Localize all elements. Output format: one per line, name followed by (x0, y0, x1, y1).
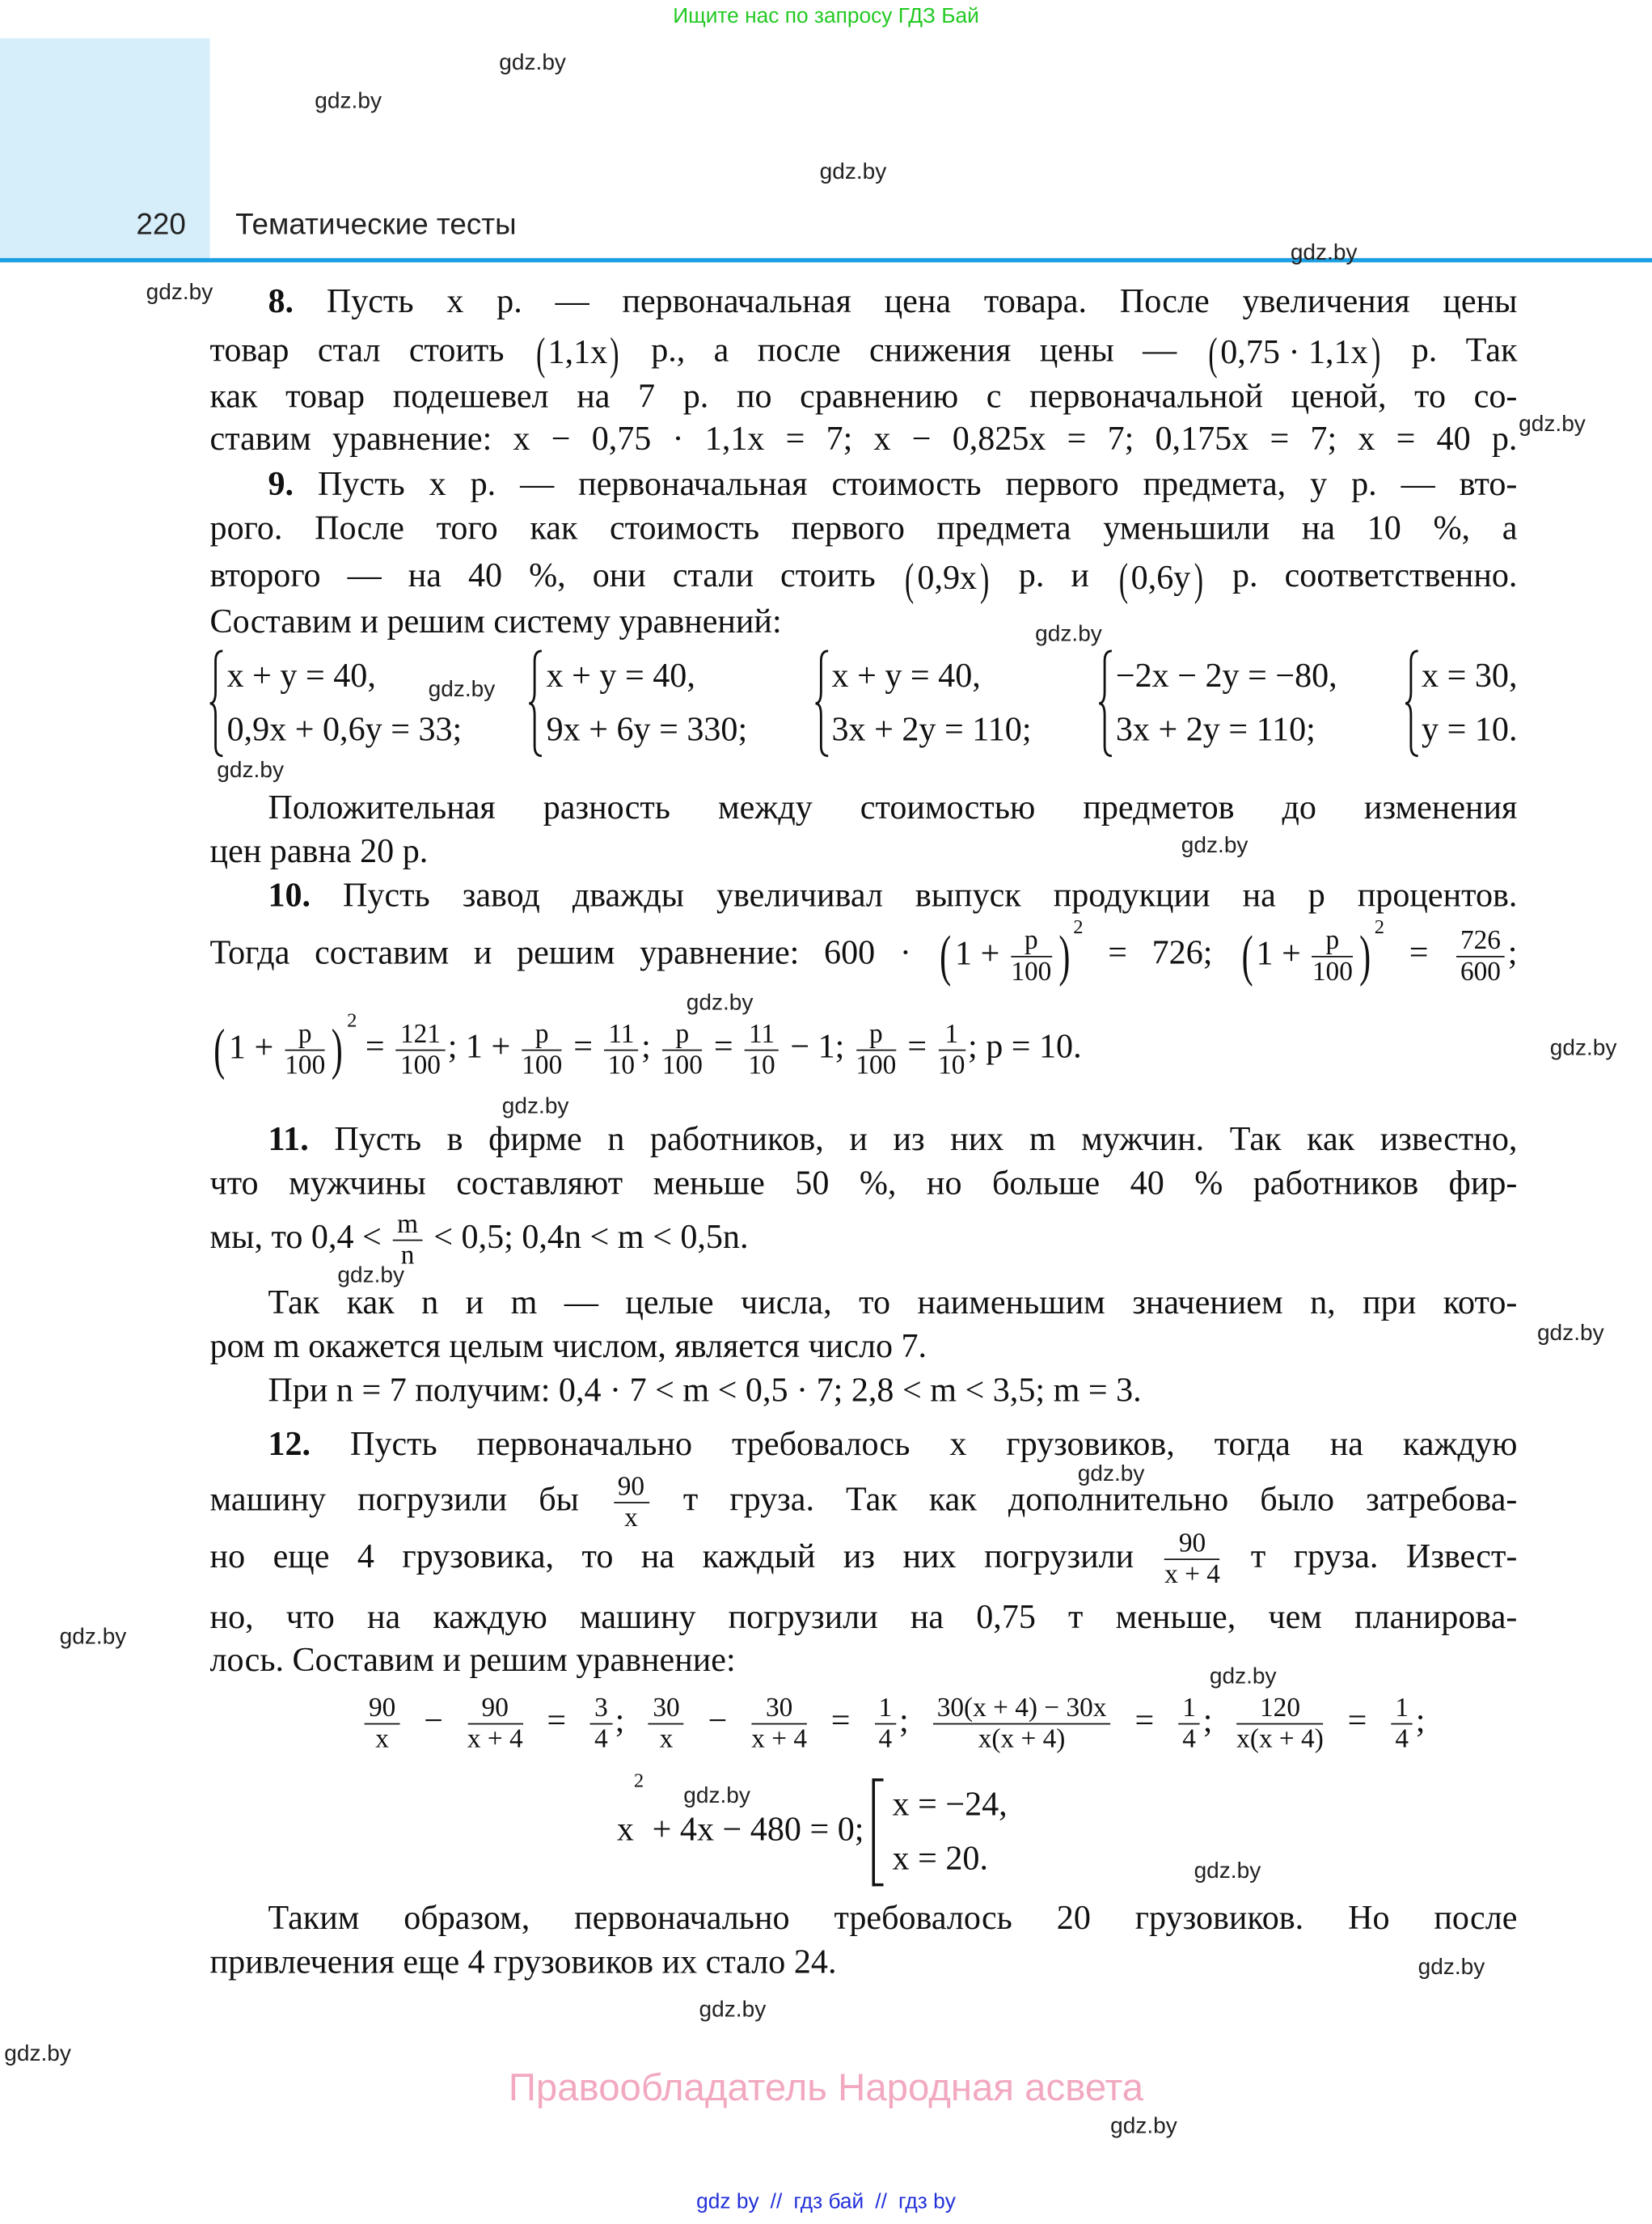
text-run: ; (1415, 1703, 1426, 1740)
denominator: x (375, 1724, 389, 1755)
text-run: = (898, 1029, 936, 1066)
system-row (832, 649, 1032, 704)
paren-content (917, 557, 977, 600)
text-run: ; (1202, 1703, 1234, 1740)
exponent: 2 (1073, 917, 1084, 939)
fraction (590, 1693, 612, 1754)
text-run (1337, 683, 1405, 720)
text-run: привлечения еще 4 грузовиков их стало 24. (209, 1944, 837, 1981)
denominator: 4 (1182, 1724, 1196, 1755)
denominator: x (659, 1724, 674, 1755)
system-row (893, 1778, 1008, 1833)
page-number: 220 (136, 208, 186, 242)
right-paren: ) (610, 328, 620, 379)
system-row (547, 704, 748, 758)
watermark: gdz.by (501, 1094, 569, 1119)
denominator: 4 (1395, 1724, 1409, 1755)
right-paren: ) (979, 552, 990, 605)
watermark: gdz.by (819, 160, 887, 184)
right-paren: ) (1058, 923, 1070, 987)
bracket-icon (872, 1778, 884, 1886)
text-line (268, 1119, 1517, 1162)
numerator: 90 (1164, 1528, 1220, 1560)
watermark: gdz.by (1110, 2114, 1177, 2139)
denominator: 10 (748, 1050, 775, 1080)
denominator: n (400, 1241, 415, 1271)
text-run: 0,9x (917, 560, 978, 598)
numerator: 3 (590, 1693, 612, 1725)
numerator: p (662, 1019, 703, 1051)
equation-line (209, 917, 1518, 987)
text-run: второго — на 40 %, они стали стоить (209, 558, 902, 595)
text-line (210, 329, 1518, 378)
left-paren: ( (940, 923, 952, 987)
system-rows (543, 649, 747, 757)
fraction (285, 1019, 325, 1080)
left-paren: ( (535, 328, 545, 379)
numerator: 1 (1391, 1693, 1413, 1725)
denominator: 10 (938, 1050, 965, 1080)
footer-link-gdz-by-ru[interactable]: гдз by (898, 2189, 956, 2214)
text-run: 0,75 · 1,1x (1220, 334, 1368, 372)
problem-number: 11. (268, 1122, 309, 1159)
text-run: Пусть в фирме n работников, и из них m мужчин. Так как известно, (308, 1122, 1518, 1159)
denominator: 100 (399, 1050, 441, 1080)
exponent: 2 (633, 1771, 644, 1793)
denominator: 4 (878, 1724, 893, 1755)
text-line (268, 463, 1517, 506)
fraction (856, 1019, 896, 1080)
text-run: но, что на каждую машину погрузили на 0,75 т меньше, чем планирова- (209, 1600, 1518, 1637)
text-line (268, 1282, 1517, 1325)
right-paren: ) (332, 1017, 344, 1081)
separator: // (770, 2189, 783, 2214)
brace-icon (530, 649, 544, 757)
text-run: но еще 4 грузовика, то на каждый из них погрузили (209, 1538, 1162, 1576)
denominator: x + 4 (1164, 1560, 1220, 1590)
equation-systems (210, 649, 1518, 757)
parenthesized-expression (936, 917, 1084, 987)
watermark: gdz.by (1194, 1859, 1261, 1884)
problem-number: 10. (268, 877, 311, 915)
numerator: p (856, 1019, 896, 1051)
watermark: gdz.by (146, 281, 213, 306)
denominator: 600 (1460, 956, 1501, 987)
brace-icon (814, 649, 829, 757)
brace-icon (1099, 649, 1113, 757)
watermark: gdz.by (217, 759, 284, 784)
text-run: 3x + 2y = 110; (831, 712, 1032, 749)
equation-system (1099, 649, 1337, 757)
fraction (874, 1693, 896, 1754)
numerator: 30 (649, 1693, 684, 1725)
text-run: Составим и решим систему уравнений: (209, 604, 782, 641)
text-run: Таким образом, первоначально требовалось 20 грузовиков. Но после (268, 1900, 1518, 1938)
text-run: x (616, 1812, 634, 1849)
problem-number: 12. (268, 1427, 311, 1464)
text-run: как товар подешевел на 7 р. по сравнению с первоначальной ценой, то со- (209, 378, 1518, 416)
text-run: y = 10. (1422, 712, 1518, 749)
system-rows (829, 649, 1032, 757)
text-run: = (705, 1029, 742, 1066)
watermark: gdz.by (686, 991, 754, 1016)
problem-number: 8. (268, 283, 294, 321)
equation-system (1405, 649, 1517, 757)
text-line (210, 1163, 1518, 1206)
parenthesized-expression (1237, 917, 1385, 987)
exponent: 2 (1374, 917, 1385, 939)
watermark: gdz.by (1519, 412, 1586, 438)
text-line (210, 1597, 1518, 1640)
paren-content (955, 925, 1054, 986)
numerator: 11 (604, 1019, 639, 1051)
exponent: 2 (347, 1011, 357, 1033)
paren-content (548, 332, 608, 374)
equation-line (616, 1771, 1008, 1886)
text-run: ; p = 10. (967, 1029, 1082, 1066)
text-line (268, 787, 1517, 830)
system-row (1422, 704, 1517, 758)
text-line (268, 281, 1517, 323)
watermark: gdz.by (683, 1784, 750, 1808)
paren-content (1131, 557, 1191, 600)
watermark: gdz.by (1209, 1664, 1277, 1689)
watermark: gdz.by (1549, 1036, 1617, 1061)
denominator: 100 (1011, 956, 1052, 987)
text-run (747, 683, 814, 720)
text-run: < 0,5; 0,4n < m < 0,5n. (425, 1220, 749, 1257)
text-line (210, 1326, 927, 1369)
text-run: 1 + (228, 1029, 282, 1066)
text-line (210, 418, 1518, 461)
text-line (209, 552, 1518, 605)
watermark: gdz.by (428, 678, 496, 703)
equation-system (814, 649, 1031, 757)
text-run: р. соответственно. (1205, 558, 1518, 595)
text-run: р., а после снижения цены — (622, 332, 1206, 370)
parenthesized-expression (1116, 552, 1206, 605)
system-row (227, 649, 463, 704)
numerator: 726 (1456, 925, 1506, 957)
watermark: gdz.by (1536, 1321, 1604, 1347)
text-run: x + y = 40, (546, 657, 695, 696)
text-run: = (564, 1029, 602, 1066)
fraction (649, 1693, 684, 1754)
system-rows (1113, 649, 1337, 757)
numerator: 1 (874, 1693, 896, 1725)
paren-content (1220, 332, 1367, 374)
fraction (751, 1693, 807, 1754)
text-line (210, 1472, 1518, 1533)
text-run: − 1; (781, 1029, 853, 1066)
watermark: gdz.by (1035, 622, 1102, 647)
numerator: 90 (613, 1472, 649, 1503)
problem-number: 9. (268, 466, 294, 504)
system-row (893, 1833, 1008, 1887)
text-run: 1 + (1256, 935, 1310, 973)
system-rows (889, 1778, 1008, 1886)
denominator: 4 (594, 1724, 608, 1755)
watermark: gdz.by (499, 51, 566, 75)
denominator: 100 (285, 1050, 326, 1080)
text-run: машину погрузили бы (209, 1482, 611, 1520)
paren-content (1257, 925, 1356, 986)
right-paren: ) (1371, 328, 1380, 379)
left-paren: ( (1240, 923, 1253, 987)
parenthesized-expression (902, 552, 992, 605)
fraction (745, 1019, 780, 1080)
numerator: 11 (745, 1019, 780, 1051)
parenthesized-expression (533, 329, 623, 378)
text-run: рого. После того как стоимость первого предмета уменьшили на 10 %, а (209, 510, 1518, 548)
text-run (1032, 683, 1099, 720)
watermark: gdz.by (1181, 834, 1249, 858)
denominator: 100 (856, 1050, 897, 1080)
text-run: т груза. Так как дополнительно было затребова- (651, 1482, 1518, 1520)
watermark: gdz.by (1077, 1462, 1145, 1486)
copyright-notice: Правообладатель Народная асвета (508, 2066, 1144, 2109)
footer-link-gdz-bai[interactable]: гдз бай (793, 2189, 864, 2214)
text-run (462, 683, 529, 720)
watermark: gdz.by (59, 1625, 127, 1650)
watermark: gdz.by (4, 2042, 71, 2067)
text-run: + 4x − 480 = 0; (644, 1812, 872, 1849)
text-run: мы, то 0,4 < (209, 1220, 391, 1257)
text-line (210, 508, 1518, 551)
equation-system (530, 649, 748, 757)
fraction (365, 1693, 400, 1754)
fraction (393, 1210, 422, 1271)
text-line (210, 1528, 1518, 1589)
numerator: 30 (751, 1693, 807, 1725)
system-row (547, 649, 748, 704)
text-run: 0,9x + 0,6y = 33; (226, 712, 463, 749)
equation-system (210, 649, 463, 757)
text-run: = (357, 1029, 394, 1066)
denominator: 100 (522, 1050, 563, 1080)
system-row (227, 704, 463, 758)
text-run: x + y = 40, (831, 657, 981, 696)
fraction (932, 1693, 1110, 1754)
text-run: Пусть первоначально требовалось x грузовиков, тогда на каждую (311, 1427, 1518, 1464)
denominator: x (624, 1503, 638, 1533)
numerator: 1 (938, 1019, 965, 1051)
text-run: Пусть x р. — первоначальная стоимость первого предмета, y р. — вто- (294, 466, 1518, 504)
fraction (1178, 1693, 1200, 1754)
text-run: − (687, 1703, 749, 1740)
numerator: p (1312, 925, 1353, 957)
fraction (467, 1693, 523, 1754)
text-run: р. Так (1383, 332, 1518, 370)
text-run: Тогда составим и решим уравнение: 600 · (209, 935, 936, 973)
paren-content (229, 1019, 328, 1080)
text-run: 1 + (955, 935, 1008, 973)
text-line (268, 1424, 1517, 1467)
watermark: gdz.by (315, 89, 382, 114)
text-run: Так как n и m — целые числа, то наименьшим значением n, при кото- (268, 1284, 1518, 1322)
text-run: ; (1507, 935, 1518, 973)
fraction (938, 1019, 965, 1080)
left-paren: ( (1118, 552, 1128, 605)
numerator: 121 (396, 1019, 446, 1051)
fraction (1164, 1528, 1220, 1589)
denominator: x(x + 4) (1236, 1724, 1324, 1755)
system-row (1422, 649, 1517, 704)
denominator: 100 (1312, 956, 1353, 987)
watermark: gdz.by (1290, 241, 1358, 265)
fraction (522, 1019, 562, 1080)
text-run: товар стал стоить (209, 332, 533, 370)
right-paren: ) (1194, 552, 1203, 605)
text-run: ; (615, 1703, 646, 1740)
text-line (268, 1897, 1517, 1940)
parenthesized-expression (210, 1011, 357, 1081)
denominator: x + 4 (751, 1724, 807, 1755)
numerator: p (522, 1019, 562, 1051)
text-line (268, 875, 1517, 918)
system-row (1116, 649, 1337, 704)
text-run: 0,6y (1130, 560, 1191, 598)
system-row (832, 704, 1032, 758)
fraction (604, 1019, 639, 1080)
text-run: что мужчины составляют меньше 50 %, но больше 40 % работников фир- (209, 1165, 1518, 1203)
parenthesized-expression (1206, 329, 1384, 378)
text-run: − (403, 1703, 465, 1740)
text-run: 1,1x (547, 334, 608, 372)
text-line (210, 1942, 837, 1985)
text-line (210, 1210, 749, 1271)
text-line (210, 831, 429, 874)
separator: // (875, 2189, 887, 2214)
right-paren: ) (1359, 923, 1371, 987)
watermark: gdz.by (1418, 1956, 1485, 1981)
top-banner[interactable]: Ищите нас по запросу ГДЗ Бай (673, 4, 979, 29)
text-run: −2x − 2y = −80, (1115, 657, 1337, 696)
numerator: 120 (1236, 1693, 1324, 1725)
text-run: цен равна 20 р. (209, 834, 429, 871)
text-run: x = 20. (892, 1841, 988, 1878)
numerator: p (285, 1019, 325, 1051)
text-run: x = −24, (892, 1786, 1008, 1824)
text-run: ; (898, 1703, 930, 1740)
fraction (1312, 925, 1353, 986)
watermark: gdz.by (337, 1263, 405, 1288)
fraction (1456, 925, 1506, 986)
left-paren: ( (1208, 328, 1218, 379)
text-line (210, 1639, 736, 1682)
text-run: т груза. Извест- (1223, 1538, 1518, 1576)
text-run: x = 30, (1422, 657, 1518, 696)
denominator: x(x + 4) (978, 1724, 1066, 1755)
text-run: лось. Составим и решим уравнение: (209, 1642, 736, 1680)
numerator: m (393, 1210, 422, 1241)
text-run: 9x + 6y = 330; (546, 712, 748, 749)
equation-system (872, 1778, 1008, 1886)
denominator: 100 (661, 1050, 703, 1080)
text-run: Пусть x р. — первоначальная цена товара. После увеличения цены (294, 283, 1518, 321)
fraction (1011, 925, 1051, 986)
text-run: Положительная разность между стоимостью предметов до изменения (268, 789, 1518, 827)
numerator: 30(x + 4) − 30x (932, 1693, 1110, 1725)
footer-links (0, 2190, 1652, 2216)
footer-link-gdz-by[interactable]: gdz by (696, 2189, 759, 2214)
system-rows (1419, 649, 1518, 757)
system-rows (224, 649, 462, 757)
text-run: = (526, 1703, 588, 1740)
text-line (210, 602, 782, 645)
section-title: Тематические тесты (235, 208, 517, 242)
numerator: p (1011, 925, 1051, 957)
text-run: x + y = 40, (226, 657, 376, 696)
fraction (1391, 1693, 1413, 1754)
system-row (1116, 704, 1337, 758)
text-run: Пусть завод дважды увеличивал выпуск продукции на p процентов. (311, 877, 1518, 915)
text-run: = (1384, 935, 1454, 973)
equation-line (210, 1011, 1082, 1081)
header-divider (0, 258, 1652, 262)
left-paren: ( (213, 1017, 226, 1081)
text-run: = (809, 1703, 872, 1740)
text-run: р. и (991, 558, 1116, 595)
text-run: 3x + 2y = 110; (1115, 712, 1316, 749)
text-run: ром m окажется целым числом, является число 7. (209, 1329, 927, 1366)
text-run: = 726; (1083, 935, 1238, 973)
brace-icon (210, 649, 225, 757)
text-line (210, 376, 1518, 419)
text-line (268, 1370, 1141, 1413)
numerator: 90 (365, 1693, 400, 1725)
text-run: При n = 7 получим: 0,4 · 7 < m < 0,5 · 7; 2,8 < m < 3,5; m = 3. (268, 1372, 1142, 1410)
brace-icon (1405, 649, 1419, 757)
text-run: ; (641, 1029, 660, 1066)
fraction (396, 1019, 446, 1080)
fraction (1236, 1693, 1324, 1754)
numerator: 90 (467, 1693, 523, 1725)
left-paren: ( (905, 552, 915, 605)
fraction (662, 1019, 703, 1080)
denominator: 10 (607, 1050, 636, 1080)
text-run: ставим уравнение: x − 0,75 · 1,1x = 7; x − 0,825x = 7; 0,175x = 7; x = 40 р. (209, 421, 1518, 459)
text-run: ; 1 + (447, 1029, 519, 1066)
equation-line (361, 1693, 1425, 1754)
numerator: 1 (1178, 1693, 1200, 1725)
text-run: = (1326, 1703, 1388, 1740)
denominator: x + 4 (467, 1724, 523, 1755)
fraction (613, 1472, 649, 1533)
text-run: = (1113, 1703, 1176, 1740)
watermark: gdz.by (699, 1998, 767, 2023)
